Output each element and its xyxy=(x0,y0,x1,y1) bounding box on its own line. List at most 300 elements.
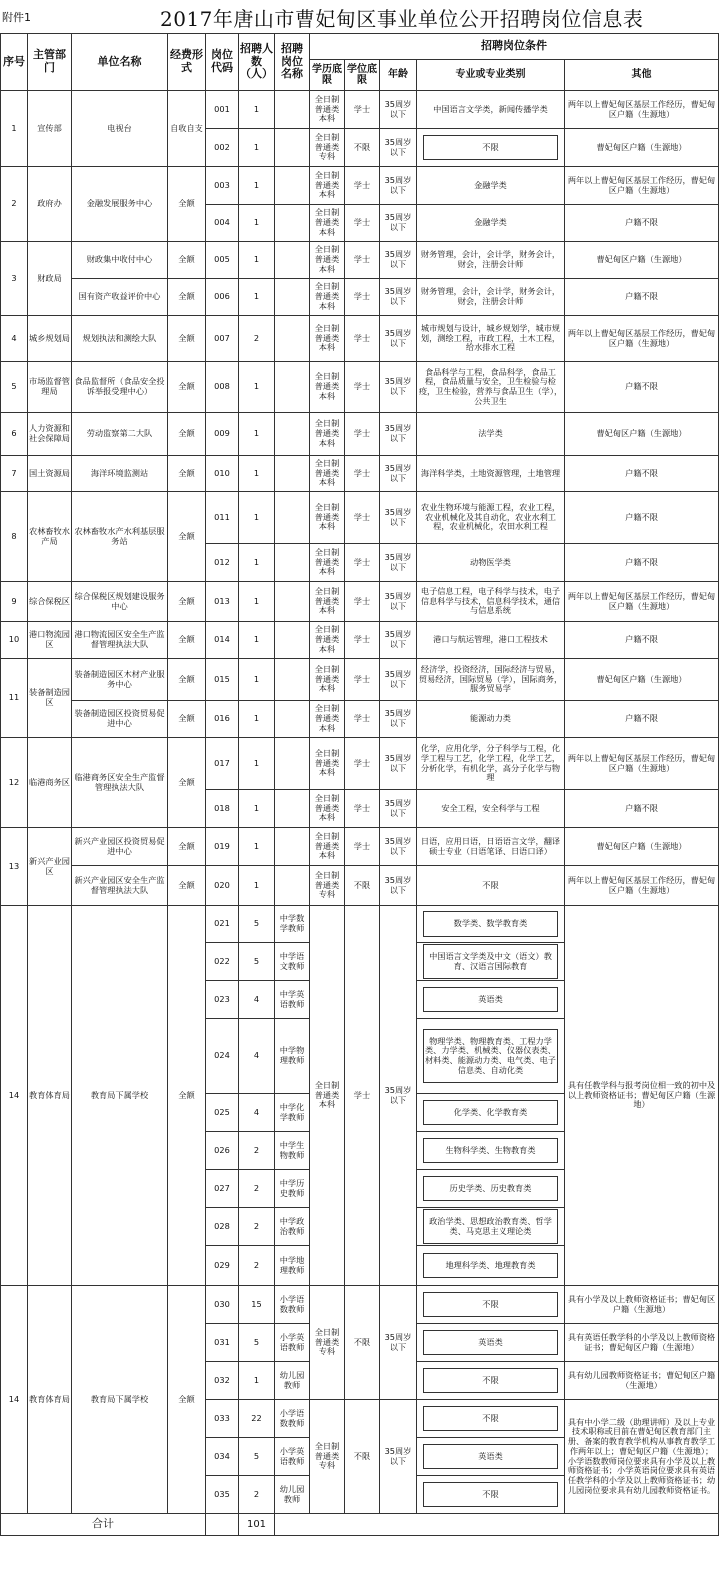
cell-major: 中国语言文学类，新闻传播学类 xyxy=(417,91,565,129)
cell-post: 中学生物教师 xyxy=(275,1132,310,1170)
cell-dept: 宣传部 xyxy=(28,91,72,167)
attachment-label: 附件1 xyxy=(2,11,31,24)
cell-edu: 全日制普通类本科 xyxy=(310,828,345,866)
cell-unit: 临港商务区安全生产监督管理执法大队 xyxy=(72,738,168,828)
cell-unit: 劳动监察第二大队 xyxy=(72,413,168,456)
cell-seq: 6 xyxy=(1,413,28,456)
cell-code: 024 xyxy=(206,1019,239,1094)
cell-major: 港口与航运管理，港口工程技术 xyxy=(417,622,565,659)
cell-other: 户籍不限 xyxy=(565,362,719,413)
cell-post xyxy=(275,413,310,456)
cell-code: 031 xyxy=(206,1324,239,1362)
cell-age: 35周岁以下 xyxy=(380,205,417,242)
table-row xyxy=(1,582,719,622)
cell-major xyxy=(417,1438,565,1476)
cell-code: 027 xyxy=(206,1170,239,1208)
table-row xyxy=(1,866,719,906)
header-unit: 单位名称 xyxy=(72,34,168,91)
cell-count: 1 xyxy=(239,413,275,456)
cell-dept: 新兴产业园区 xyxy=(28,828,72,906)
cell-other: 户籍不限 xyxy=(565,456,719,492)
cell-count: 15 xyxy=(239,1286,275,1324)
cell-other: 两年以上曹妃甸区基层工作经历，曹妃甸区户籍（生源地） xyxy=(565,866,719,906)
cell-age: 35周岁以下 xyxy=(380,413,417,456)
cell-count: 2 xyxy=(239,1170,275,1208)
cell-other: 具有小学及以上教师资格证书；曹妃甸区户籍（生源地） xyxy=(565,1286,719,1324)
cell-seq: 7 xyxy=(1,456,28,492)
cell-edu: 全日制普通类专科 xyxy=(310,129,345,167)
cell-other: 具有中小学二级（助理讲师）及以上专业技术职称或目前在曹妃甸区教育部门主册、备案的教育教学机构从事教育教学工作两年以上；曹妃甸区户籍（生源地）；小学语数教师岗位要求具有小学及以上教师资格证书；小学英语岗位要求具有英语任教学科的小学及以上教师资格证书；幼儿园岗位要求具有幼儿园教师资格证书。 xyxy=(565,1400,719,1514)
cell-code: 001 xyxy=(206,91,239,129)
cell-dept: 人力资源和社会保障局 xyxy=(28,413,72,456)
cell-fund: 全额 xyxy=(168,738,206,828)
cell-major: 安全工程，安全科学与工程 xyxy=(417,790,565,828)
cell-code: 017 xyxy=(206,738,239,790)
major-boxed: 地理科学类、地理教育类 xyxy=(423,1253,558,1279)
recruitment-table xyxy=(0,33,719,1536)
major-boxed: 数学类、数学教育类 xyxy=(423,911,558,937)
cell-code: 007 xyxy=(206,316,239,362)
cell-post: 中学历史教师 xyxy=(275,1170,310,1208)
cell-count: 4 xyxy=(239,1019,275,1094)
cell-count: 1 xyxy=(239,205,275,242)
major-boxed: 不限 xyxy=(423,1292,558,1318)
cell-count: 1 xyxy=(239,91,275,129)
cell-dept: 装备制造园区 xyxy=(28,659,72,738)
cell-edu: 全日制普通类本科 xyxy=(310,362,345,413)
cell-edu: 全日制普通类本科 xyxy=(310,790,345,828)
cell-post: 小学语数教师 xyxy=(275,1400,310,1438)
cell-dept: 综合保税区 xyxy=(28,582,72,622)
cell-dept: 港口物流园区 xyxy=(28,622,72,659)
cell-seq: 10 xyxy=(1,622,28,659)
cell-code: 029 xyxy=(206,1246,239,1286)
cell-major xyxy=(417,1286,565,1324)
cell-major xyxy=(417,1362,565,1400)
cell-degree: 不限 xyxy=(345,1286,380,1400)
header-age: 年龄 xyxy=(380,60,417,91)
cell-unit: 港口物流园区安全生产监督管理执法大队 xyxy=(72,622,168,659)
table-row xyxy=(1,242,719,279)
cell-code: 013 xyxy=(206,582,239,622)
table-row xyxy=(1,828,719,866)
major-boxed: 英语类 xyxy=(423,1444,558,1470)
cell-post: 中学地理教师 xyxy=(275,1246,310,1286)
cell-unit: 教育局下属学校 xyxy=(72,906,168,1286)
cell-post xyxy=(275,866,310,906)
cell-major: 农业生物环境与能源工程，农业工程，农业机械化及其自动化，农业水利工程，农业机械化，农田水利工程 xyxy=(417,492,565,544)
header-seq: 序号 xyxy=(1,34,28,91)
header-major: 专业或专业类别 xyxy=(417,60,565,91)
cell-degree: 学士 xyxy=(345,91,380,129)
cell-unit: 国有资产收益评价中心 xyxy=(72,279,168,316)
major-boxed: 英语类 xyxy=(423,987,558,1013)
cell-age: 35周岁以下 xyxy=(380,906,417,1286)
cell-fund: 全额 xyxy=(168,828,206,866)
cell-fund: 全额 xyxy=(168,1286,206,1514)
cell-age: 35周岁以下 xyxy=(380,659,417,701)
cell-edu: 全日制普通类本科 xyxy=(310,413,345,456)
cell-unit: 新兴产业园区投资贸易促进中心 xyxy=(72,828,168,866)
cell-degree: 学士 xyxy=(345,316,380,362)
cell-code: 028 xyxy=(206,1208,239,1246)
cell-count: 1 xyxy=(239,622,275,659)
cell-count: 1 xyxy=(239,129,275,167)
cell-count: 5 xyxy=(239,906,275,943)
cell-age: 35周岁以下 xyxy=(380,456,417,492)
cell-major xyxy=(417,1246,565,1286)
cell-degree: 学士 xyxy=(345,456,380,492)
cell-fund: 全额 xyxy=(168,866,206,906)
cell-dept: 教育体育局 xyxy=(28,1286,72,1514)
cell-count: 5 xyxy=(239,1324,275,1362)
cell-unit: 综合保税区规划建设服务中心 xyxy=(72,582,168,622)
cell-degree: 学士 xyxy=(345,790,380,828)
header-post: 招聘岗位名称 xyxy=(275,34,310,91)
cell-post: 幼儿园教师 xyxy=(275,1362,310,1400)
cell-edu: 全日制普通类本科 xyxy=(310,91,345,129)
cell-unit: 电视台 xyxy=(72,91,168,167)
cell-major xyxy=(417,943,565,981)
cell-seq: 13 xyxy=(1,828,28,906)
major-boxed: 不限 xyxy=(423,1482,558,1508)
cell-major: 经济学，投资经济，国际经济与贸易，贸易经济，国际贸易（学），国际商务，服务贸易学 xyxy=(417,659,565,701)
cell-edu: 全日制普通类本科 xyxy=(310,738,345,790)
cell-fund: 全额 xyxy=(168,492,206,582)
cell-other: 具有英语任教学科的小学及以上教师资格证书；曹妃甸区户籍（生源地） xyxy=(565,1324,719,1362)
cell-code: 010 xyxy=(206,456,239,492)
cell-dept: 政府办 xyxy=(28,167,72,242)
cell-post xyxy=(275,544,310,582)
table-row xyxy=(1,316,719,362)
cell-unit: 新兴产业园区安全生产监督管理执法大队 xyxy=(72,866,168,906)
cell-edu: 全日制普通类本科 xyxy=(310,492,345,544)
cell-other: 具有幼儿园教师资格证书；曹妃甸区户籍（生源地） xyxy=(565,1362,719,1400)
cell-degree: 学士 xyxy=(345,205,380,242)
cell-count: 4 xyxy=(239,1094,275,1132)
cell-edu: 全日制普通类本科 xyxy=(310,622,345,659)
cell-degree: 学士 xyxy=(345,413,380,456)
cell-edu: 全日制普通类本科 xyxy=(310,701,345,738)
cell-code: 030 xyxy=(206,1286,239,1324)
cell-post xyxy=(275,828,310,866)
cell-code: 019 xyxy=(206,828,239,866)
cell-post: 小学英语教师 xyxy=(275,1438,310,1476)
cell-degree: 学士 xyxy=(345,738,380,790)
cell-degree: 学士 xyxy=(345,659,380,701)
cell-degree: 不限 xyxy=(345,1400,380,1514)
cell-other: 户籍不限 xyxy=(565,701,719,738)
header-dept: 主管部门 xyxy=(28,34,72,91)
cell-unit: 财政集中收付中心 xyxy=(72,242,168,279)
cell-count: 1 xyxy=(239,362,275,413)
cell-fund: 全额 xyxy=(168,582,206,622)
cell-fund: 全额 xyxy=(168,701,206,738)
cell-major xyxy=(417,1476,565,1514)
cell-major: 金融学类 xyxy=(417,167,565,205)
cell-dept: 临港商务区 xyxy=(28,738,72,828)
major-boxed: 不限 xyxy=(423,135,558,161)
cell-code: 004 xyxy=(206,205,239,242)
header-conditions: 招聘岗位条件 xyxy=(310,34,719,60)
cell-degree: 学士 xyxy=(345,906,380,1286)
cell-age: 35周岁以下 xyxy=(380,701,417,738)
cell-major: 日语，应用日语，日语语言文学，翻译硕士专业（日语笔译、日语口译） xyxy=(417,828,565,866)
cell-count: 1 xyxy=(239,492,275,544)
cell-dept: 教育体育局 xyxy=(28,906,72,1286)
cell-unit: 农林畜牧水产水利基层服务站 xyxy=(72,492,168,582)
cell-count: 1 xyxy=(239,866,275,906)
cell-major xyxy=(417,1170,565,1208)
header-code: 岗位代码 xyxy=(206,34,239,91)
cell-fund: 全额 xyxy=(168,316,206,362)
cell-post xyxy=(275,622,310,659)
total-count: 101 xyxy=(239,1514,275,1536)
cell-major: 财务管理，会计，会计学，财务会计，财会，注册会计师 xyxy=(417,279,565,316)
cell-degree: 学士 xyxy=(345,622,380,659)
cell-fund: 全额 xyxy=(168,659,206,701)
cell-count: 2 xyxy=(239,1208,275,1246)
cell-major xyxy=(417,1324,565,1362)
cell-age: 35周岁以下 xyxy=(380,167,417,205)
cell-other: 曹妃甸区户籍（生源地） xyxy=(565,413,719,456)
cell-code: 016 xyxy=(206,701,239,738)
table-row xyxy=(1,659,719,701)
table-row xyxy=(1,91,719,129)
cell-degree: 学士 xyxy=(345,828,380,866)
cell-age: 35周岁以下 xyxy=(380,316,417,362)
page-title: 2017年唐山市曹妃甸区事业单位公开招聘岗位信息表 xyxy=(160,7,644,31)
cell-count: 1 xyxy=(239,701,275,738)
cell-post: 中学化学教师 xyxy=(275,1094,310,1132)
cell-seq: 2 xyxy=(1,167,28,242)
cell-count: 1 xyxy=(239,456,275,492)
table-row xyxy=(1,279,719,316)
cell-post: 小学语数教师 xyxy=(275,1286,310,1324)
cell-code: 008 xyxy=(206,362,239,413)
cell-code: 015 xyxy=(206,659,239,701)
cell-unit: 教育局下属学校 xyxy=(72,1286,168,1514)
cell-seq: 9 xyxy=(1,582,28,622)
cell-age: 35周岁以下 xyxy=(380,279,417,316)
cell-count: 1 xyxy=(239,544,275,582)
cell-dept: 财政局 xyxy=(28,242,72,316)
cell-post: 中学英语教师 xyxy=(275,981,310,1019)
cell-other: 户籍不限 xyxy=(565,492,719,544)
cell-post: 中学政治教师 xyxy=(275,1208,310,1246)
cell-major: 海洋科学类，土地资源管理，土地管理 xyxy=(417,456,565,492)
cell-seq: 14 xyxy=(1,1286,28,1514)
table-row xyxy=(1,413,719,456)
cell-post xyxy=(275,167,310,205)
header-other: 其他 xyxy=(565,60,719,91)
cell-code: 018 xyxy=(206,790,239,828)
cell-major: 不限 xyxy=(417,866,565,906)
cell-age: 35周岁以下 xyxy=(380,129,417,167)
cell-dept: 农林畜牧水产局 xyxy=(28,492,72,582)
cell-code: 035 xyxy=(206,1476,239,1514)
cell-age: 35周岁以下 xyxy=(380,362,417,413)
cell-post xyxy=(275,582,310,622)
cell-seq: 11 xyxy=(1,659,28,738)
cell-post: 中学数学教师 xyxy=(275,906,310,943)
cell-post xyxy=(275,362,310,413)
cell-seq: 5 xyxy=(1,362,28,413)
cell-edu: 全日制普通类本科 xyxy=(310,205,345,242)
cell-code: 023 xyxy=(206,981,239,1019)
cell-degree: 学士 xyxy=(345,544,380,582)
cell-code: 021 xyxy=(206,906,239,943)
cell-edu: 全日制普通类本科 xyxy=(310,582,345,622)
cell-degree: 学士 xyxy=(345,701,380,738)
table-row xyxy=(1,701,719,738)
cell-post xyxy=(275,129,310,167)
cell-degree: 学士 xyxy=(345,242,380,279)
cell-code: 025 xyxy=(206,1094,239,1132)
cell-post xyxy=(275,701,310,738)
cell-count: 2 xyxy=(239,1132,275,1170)
cell-major: 动物医学类 xyxy=(417,544,565,582)
cell-other: 两年以上曹妃甸区基层工作经历，曹妃甸区户籍（生源地） xyxy=(565,582,719,622)
cell-code: 022 xyxy=(206,943,239,981)
cell-age: 35周岁以下 xyxy=(380,544,417,582)
table-row xyxy=(1,362,719,413)
cell-other: 曹妃甸区户籍（生源地） xyxy=(565,242,719,279)
cell-dept: 城乡规划局 xyxy=(28,316,72,362)
cell-fund: 全额 xyxy=(168,279,206,316)
major-boxed: 生物科学类、生物教育类 xyxy=(423,1138,558,1164)
cell-edu: 全日制普通类专科 xyxy=(310,866,345,906)
cell-post xyxy=(275,738,310,790)
cell-fund: 全额 xyxy=(168,242,206,279)
cell-code: 026 xyxy=(206,1132,239,1170)
major-boxed: 不限 xyxy=(423,1406,558,1432)
total-row xyxy=(1,1514,719,1536)
cell-fund: 全额 xyxy=(168,362,206,413)
cell-unit: 装备制造园区木材产业服务中心 xyxy=(72,659,168,701)
cell-code: 032 xyxy=(206,1362,239,1400)
cell-major: 食品科学与工程，食品科学，食品工程，食品质量与安全，卫生检验与检疫，卫生检验，营养与食品卫生（学），公共卫生 xyxy=(417,362,565,413)
cell-degree: 学士 xyxy=(345,582,380,622)
cell-post xyxy=(275,316,310,362)
cell-degree: 学士 xyxy=(345,167,380,205)
cell-post xyxy=(275,205,310,242)
cell-edu: 全日制普通类本科 xyxy=(310,906,345,1286)
cell-post xyxy=(275,456,310,492)
major-boxed: 历史学类、历史教育类 xyxy=(423,1176,558,1202)
cell-other: 曹妃甸区户籍（生源地） xyxy=(565,659,719,701)
table-row xyxy=(1,622,719,659)
total-label: 合计 xyxy=(1,1514,206,1536)
cell-major: 电子信息工程，电子科学与技术，电子信息科学与技术，信息科学技术，通信与信息系统 xyxy=(417,582,565,622)
cell-unit: 金融发展服务中心 xyxy=(72,167,168,242)
cell-post xyxy=(275,91,310,129)
cell-degree: 不限 xyxy=(345,866,380,906)
cell-post xyxy=(275,242,310,279)
cell-other: 两年以上曹妃甸区基层工作经历，曹妃甸区户籍（生源地） xyxy=(565,91,719,129)
cell-count: 1 xyxy=(239,738,275,790)
cell-age: 35周岁以下 xyxy=(380,738,417,790)
cell-count: 1 xyxy=(239,790,275,828)
cell-age: 35周岁以下 xyxy=(380,91,417,129)
cell-major: 能源动力类 xyxy=(417,701,565,738)
cell-code: 012 xyxy=(206,544,239,582)
cell-age: 35周岁以下 xyxy=(380,1400,417,1514)
cell-fund: 全额 xyxy=(168,456,206,492)
cell-code: 005 xyxy=(206,242,239,279)
cell-edu: 全日制普通类专科 xyxy=(310,1400,345,1514)
cell-code: 002 xyxy=(206,129,239,167)
cell-edu: 全日制普通类本科 xyxy=(310,242,345,279)
cell-major: 化学，应用化学，分子科学与工程，化学工程与工艺，化学工程，化学工艺，分析化学，有机化学，高分子化学与物理 xyxy=(417,738,565,790)
cell-count: 1 xyxy=(239,167,275,205)
cell-post xyxy=(275,659,310,701)
cell-major xyxy=(417,981,565,1019)
cell-other: 户籍不限 xyxy=(565,205,719,242)
cell-count: 2 xyxy=(239,1246,275,1286)
major-boxed: 不限 xyxy=(423,1368,558,1394)
cell-other: 户籍不限 xyxy=(565,622,719,659)
cell-major: 金融学类 xyxy=(417,205,565,242)
cell-post: 小学英语教师 xyxy=(275,1324,310,1362)
cell-seq: 3 xyxy=(1,242,28,316)
cell-count: 1 xyxy=(239,828,275,866)
cell-other: 户籍不限 xyxy=(565,544,719,582)
cell-fund: 自收自支 xyxy=(168,91,206,167)
major-boxed: 物理学类、物理教育类、工程力学类、力学类、机械类、仪器仪表类、材料类、能源动力类、电气类、电子信息类、自动化类 xyxy=(423,1029,558,1084)
cell-degree: 不限 xyxy=(345,129,380,167)
major-boxed: 政治学类、思想政治教育类、哲学类、马克思主义理论类 xyxy=(423,1209,558,1244)
cell-count: 1 xyxy=(239,659,275,701)
table-row xyxy=(1,167,719,205)
cell-edu: 全日制普通类本科 xyxy=(310,659,345,701)
cell-age: 35周岁以下 xyxy=(380,1286,417,1400)
cell-post: 中学语文教师 xyxy=(275,943,310,981)
cell-count: 2 xyxy=(239,316,275,362)
cell-seq: 12 xyxy=(1,738,28,828)
cell-unit: 装备制造园区投资贸易促进中心 xyxy=(72,701,168,738)
cell-count: 5 xyxy=(239,943,275,981)
cell-code: 009 xyxy=(206,413,239,456)
cell-seq: 8 xyxy=(1,492,28,582)
cell-age: 35周岁以下 xyxy=(380,622,417,659)
cell-major xyxy=(417,1400,565,1438)
header-edu: 学历底限 xyxy=(310,60,345,91)
cell-age: 35周岁以下 xyxy=(380,492,417,544)
cell-count: 1 xyxy=(239,1362,275,1400)
cell-edu: 全日制普通类本科 xyxy=(310,316,345,362)
cell-edu: 全日制普通类本科 xyxy=(310,279,345,316)
cell-seq: 1 xyxy=(1,91,28,167)
cell-edu: 全日制普通类本科 xyxy=(310,167,345,205)
header-degree: 学位底限 xyxy=(345,60,380,91)
cell-post xyxy=(275,790,310,828)
cell-degree: 学士 xyxy=(345,279,380,316)
cell-other: 两年以上曹妃甸区基层工作经历，曹妃甸区户籍（生源地） xyxy=(565,738,719,790)
cell-count: 2 xyxy=(239,1476,275,1514)
cell-fund: 全额 xyxy=(168,413,206,456)
cell-code: 033 xyxy=(206,1400,239,1438)
cell-edu: 全日制普通类专科 xyxy=(310,1286,345,1400)
cell-age: 35周岁以下 xyxy=(380,242,417,279)
cell-dept: 市场监督管理局 xyxy=(28,362,72,413)
cell-degree: 学士 xyxy=(345,362,380,413)
total-empty xyxy=(206,1514,239,1536)
cell-age: 35周岁以下 xyxy=(380,866,417,906)
cell-count: 4 xyxy=(239,981,275,1019)
cell-edu: 全日制普通类本科 xyxy=(310,456,345,492)
cell-fund: 全额 xyxy=(168,167,206,242)
